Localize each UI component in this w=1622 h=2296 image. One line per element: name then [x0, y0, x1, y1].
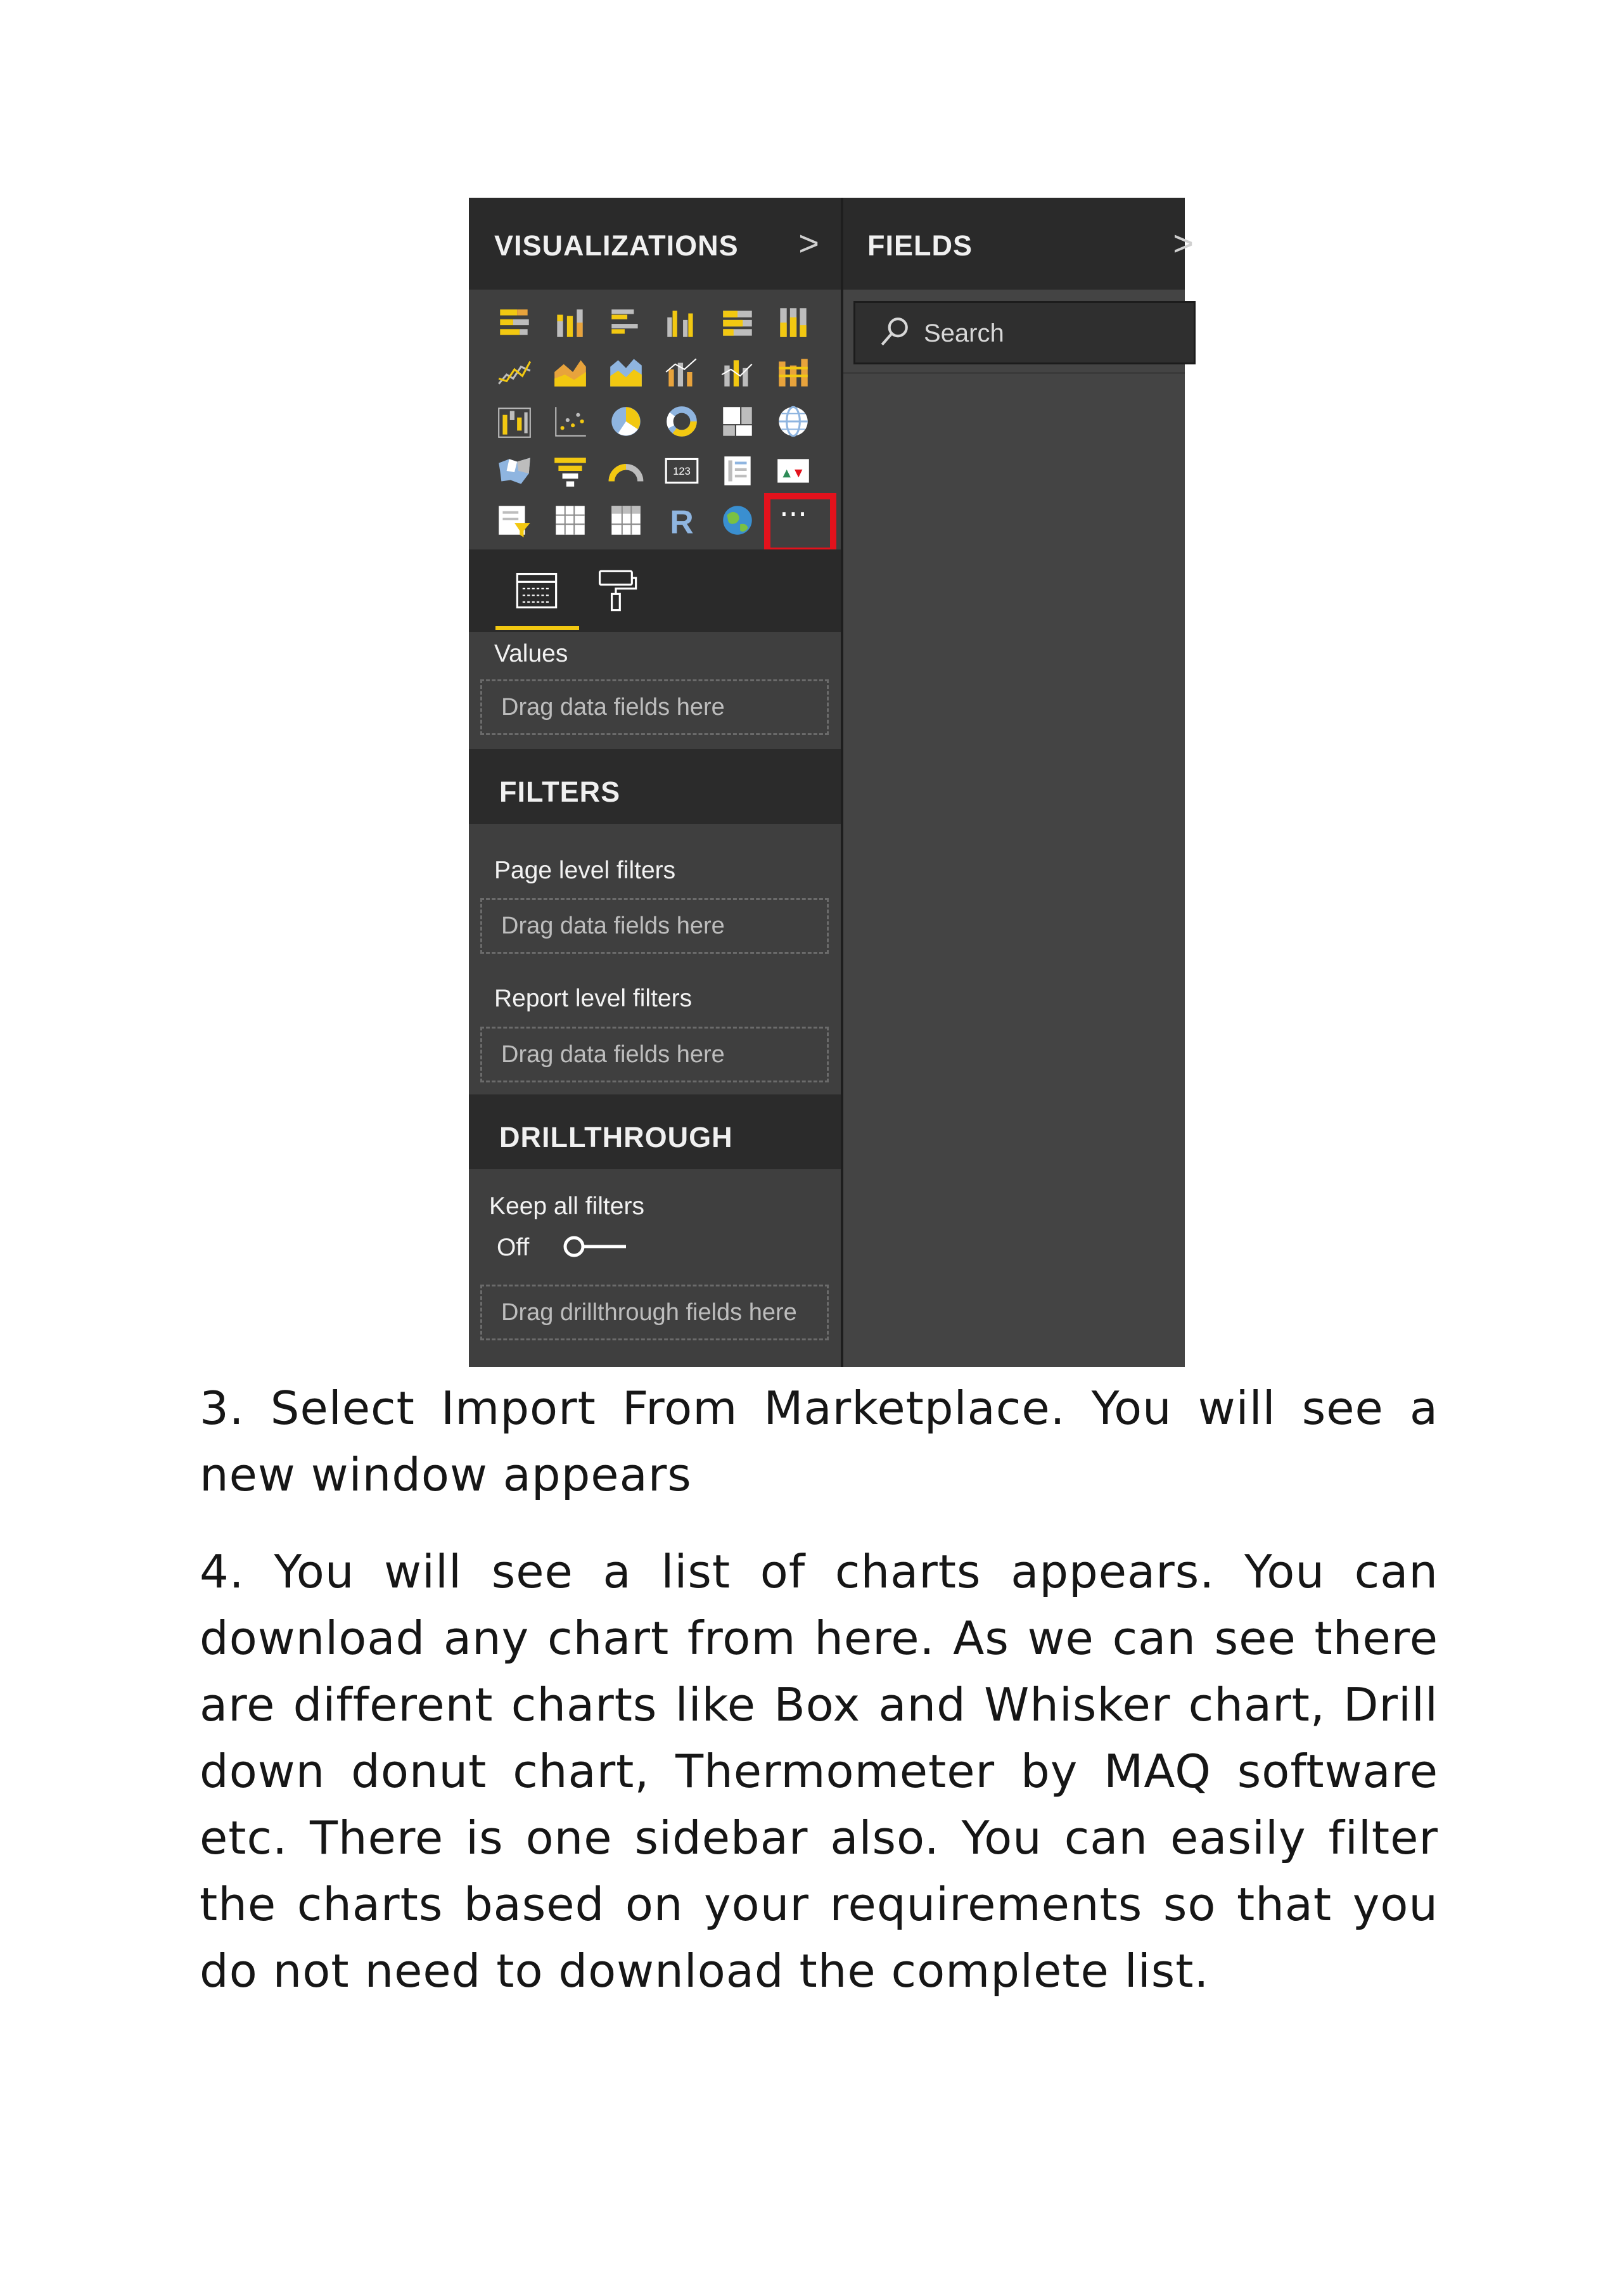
fields-pane — [843, 198, 1194, 1367]
instruction-text — [200, 1375, 1438, 2035]
filters-header — [469, 749, 841, 824]
fields-tab[interactable] — [508, 562, 565, 619]
search-icon — [878, 316, 911, 349]
line-stacked-column-icon[interactable] — [710, 347, 765, 397]
step-4-paragraph: 4. You will see a list of charts appears. You can download any chart from here. As we can see there are different charts like Box and Whisker chart, Drill down donut chart, Thermometer by MAQ software etc. There is one sidebar also. You can easily filter the charts based on your requirements so that you do not need to download the complete list. — [200, 1545, 1438, 1998]
drillthrough-title: DRILLTHROUGH — [499, 1121, 733, 1153]
line-chart-icon[interactable] — [487, 347, 542, 397]
active-tab-indicator — [495, 626, 579, 630]
keep-filters-label: Keep all filters — [489, 1193, 644, 1220]
page-filters-label: Page level filters — [494, 857, 676, 884]
fields-search-box[interactable] — [853, 301, 1196, 364]
visual-type-gallery — [487, 298, 822, 545]
values-drop-well[interactable]: Drag data fields here — [480, 679, 829, 735]
card-icon[interactable] — [654, 446, 710, 496]
100-stacked-bar-icon[interactable] — [710, 298, 765, 347]
clustered-column-icon[interactable] — [654, 298, 710, 347]
multi-row-card-icon[interactable] — [710, 446, 765, 496]
visualizations-header — [469, 198, 841, 290]
table-icon[interactable] — [542, 496, 598, 545]
collapse-fields-icon[interactable]: > — [1173, 223, 1194, 263]
filters-title: FILTERS — [499, 776, 621, 808]
treemap-icon[interactable] — [710, 397, 765, 446]
step-3-paragraph: 3. Select Import From Marketplace. You will see a new window appears — [200, 1382, 1438, 1501]
search-placeholder: Search — [924, 319, 1004, 347]
more-visuals-button[interactable] — [765, 496, 821, 545]
funnel-icon[interactable] — [542, 446, 598, 496]
r-visual-icon[interactable] — [654, 496, 710, 545]
clustered-bar-icon[interactable] — [598, 298, 654, 347]
100-stacked-column-icon[interactable] — [765, 298, 821, 347]
donut-chart-icon[interactable] — [654, 397, 710, 446]
visualizations-title: VISUALIZATIONS — [494, 229, 739, 262]
fields-title: FIELDS — [867, 229, 973, 262]
matrix-icon[interactable] — [598, 496, 654, 545]
line-clustered-column-icon[interactable] — [654, 347, 710, 397]
stacked-bar-icon[interactable] — [487, 298, 542, 347]
map-icon[interactable] — [765, 397, 821, 446]
powerbi-screenshot — [469, 198, 1194, 1367]
drillthrough-drop-well[interactable]: Drag drillthrough fields here — [480, 1285, 829, 1340]
gauge-icon[interactable] — [598, 446, 654, 496]
ribbon-chart-icon[interactable] — [765, 347, 821, 397]
report-filters-drop-well[interactable]: Drag data fields here — [480, 1027, 829, 1082]
card-icon-glyph: 123 — [673, 465, 691, 478]
drillthrough-header — [469, 1094, 841, 1169]
stacked-area-icon[interactable] — [598, 347, 654, 397]
visualizations-pane — [469, 198, 841, 1367]
stacked-column-icon[interactable] — [542, 298, 598, 347]
values-label: Values — [494, 640, 568, 667]
visual-tabs — [469, 549, 841, 632]
fields-header — [843, 198, 1194, 290]
fields-separator — [843, 372, 1185, 374]
r-visual-glyph: R — [670, 503, 694, 541]
waterfall-icon[interactable] — [487, 397, 542, 446]
more-options-icon: ··· — [779, 497, 807, 531]
keep-filters-toggle[interactable] — [563, 1235, 626, 1258]
keep-filters-state: Off — [497, 1234, 530, 1261]
area-chart-icon[interactable] — [542, 347, 598, 397]
scatter-icon[interactable] — [542, 397, 598, 446]
collapse-visualizations-icon[interactable]: > — [798, 223, 819, 263]
filled-map-icon[interactable] — [487, 446, 542, 496]
report-filters-label: Report level filters — [494, 985, 693, 1012]
format-paint-roller-icon — [593, 567, 640, 614]
arcgis-globe-icon[interactable] — [710, 496, 765, 545]
kpi-icon[interactable] — [765, 446, 821, 496]
fields-tab-icon — [513, 567, 560, 614]
format-tab[interactable] — [588, 562, 645, 619]
slicer-icon[interactable] — [487, 496, 542, 545]
pie-chart-icon[interactable] — [598, 397, 654, 446]
page-filters-drop-well[interactable]: Drag data fields here — [480, 898, 829, 954]
